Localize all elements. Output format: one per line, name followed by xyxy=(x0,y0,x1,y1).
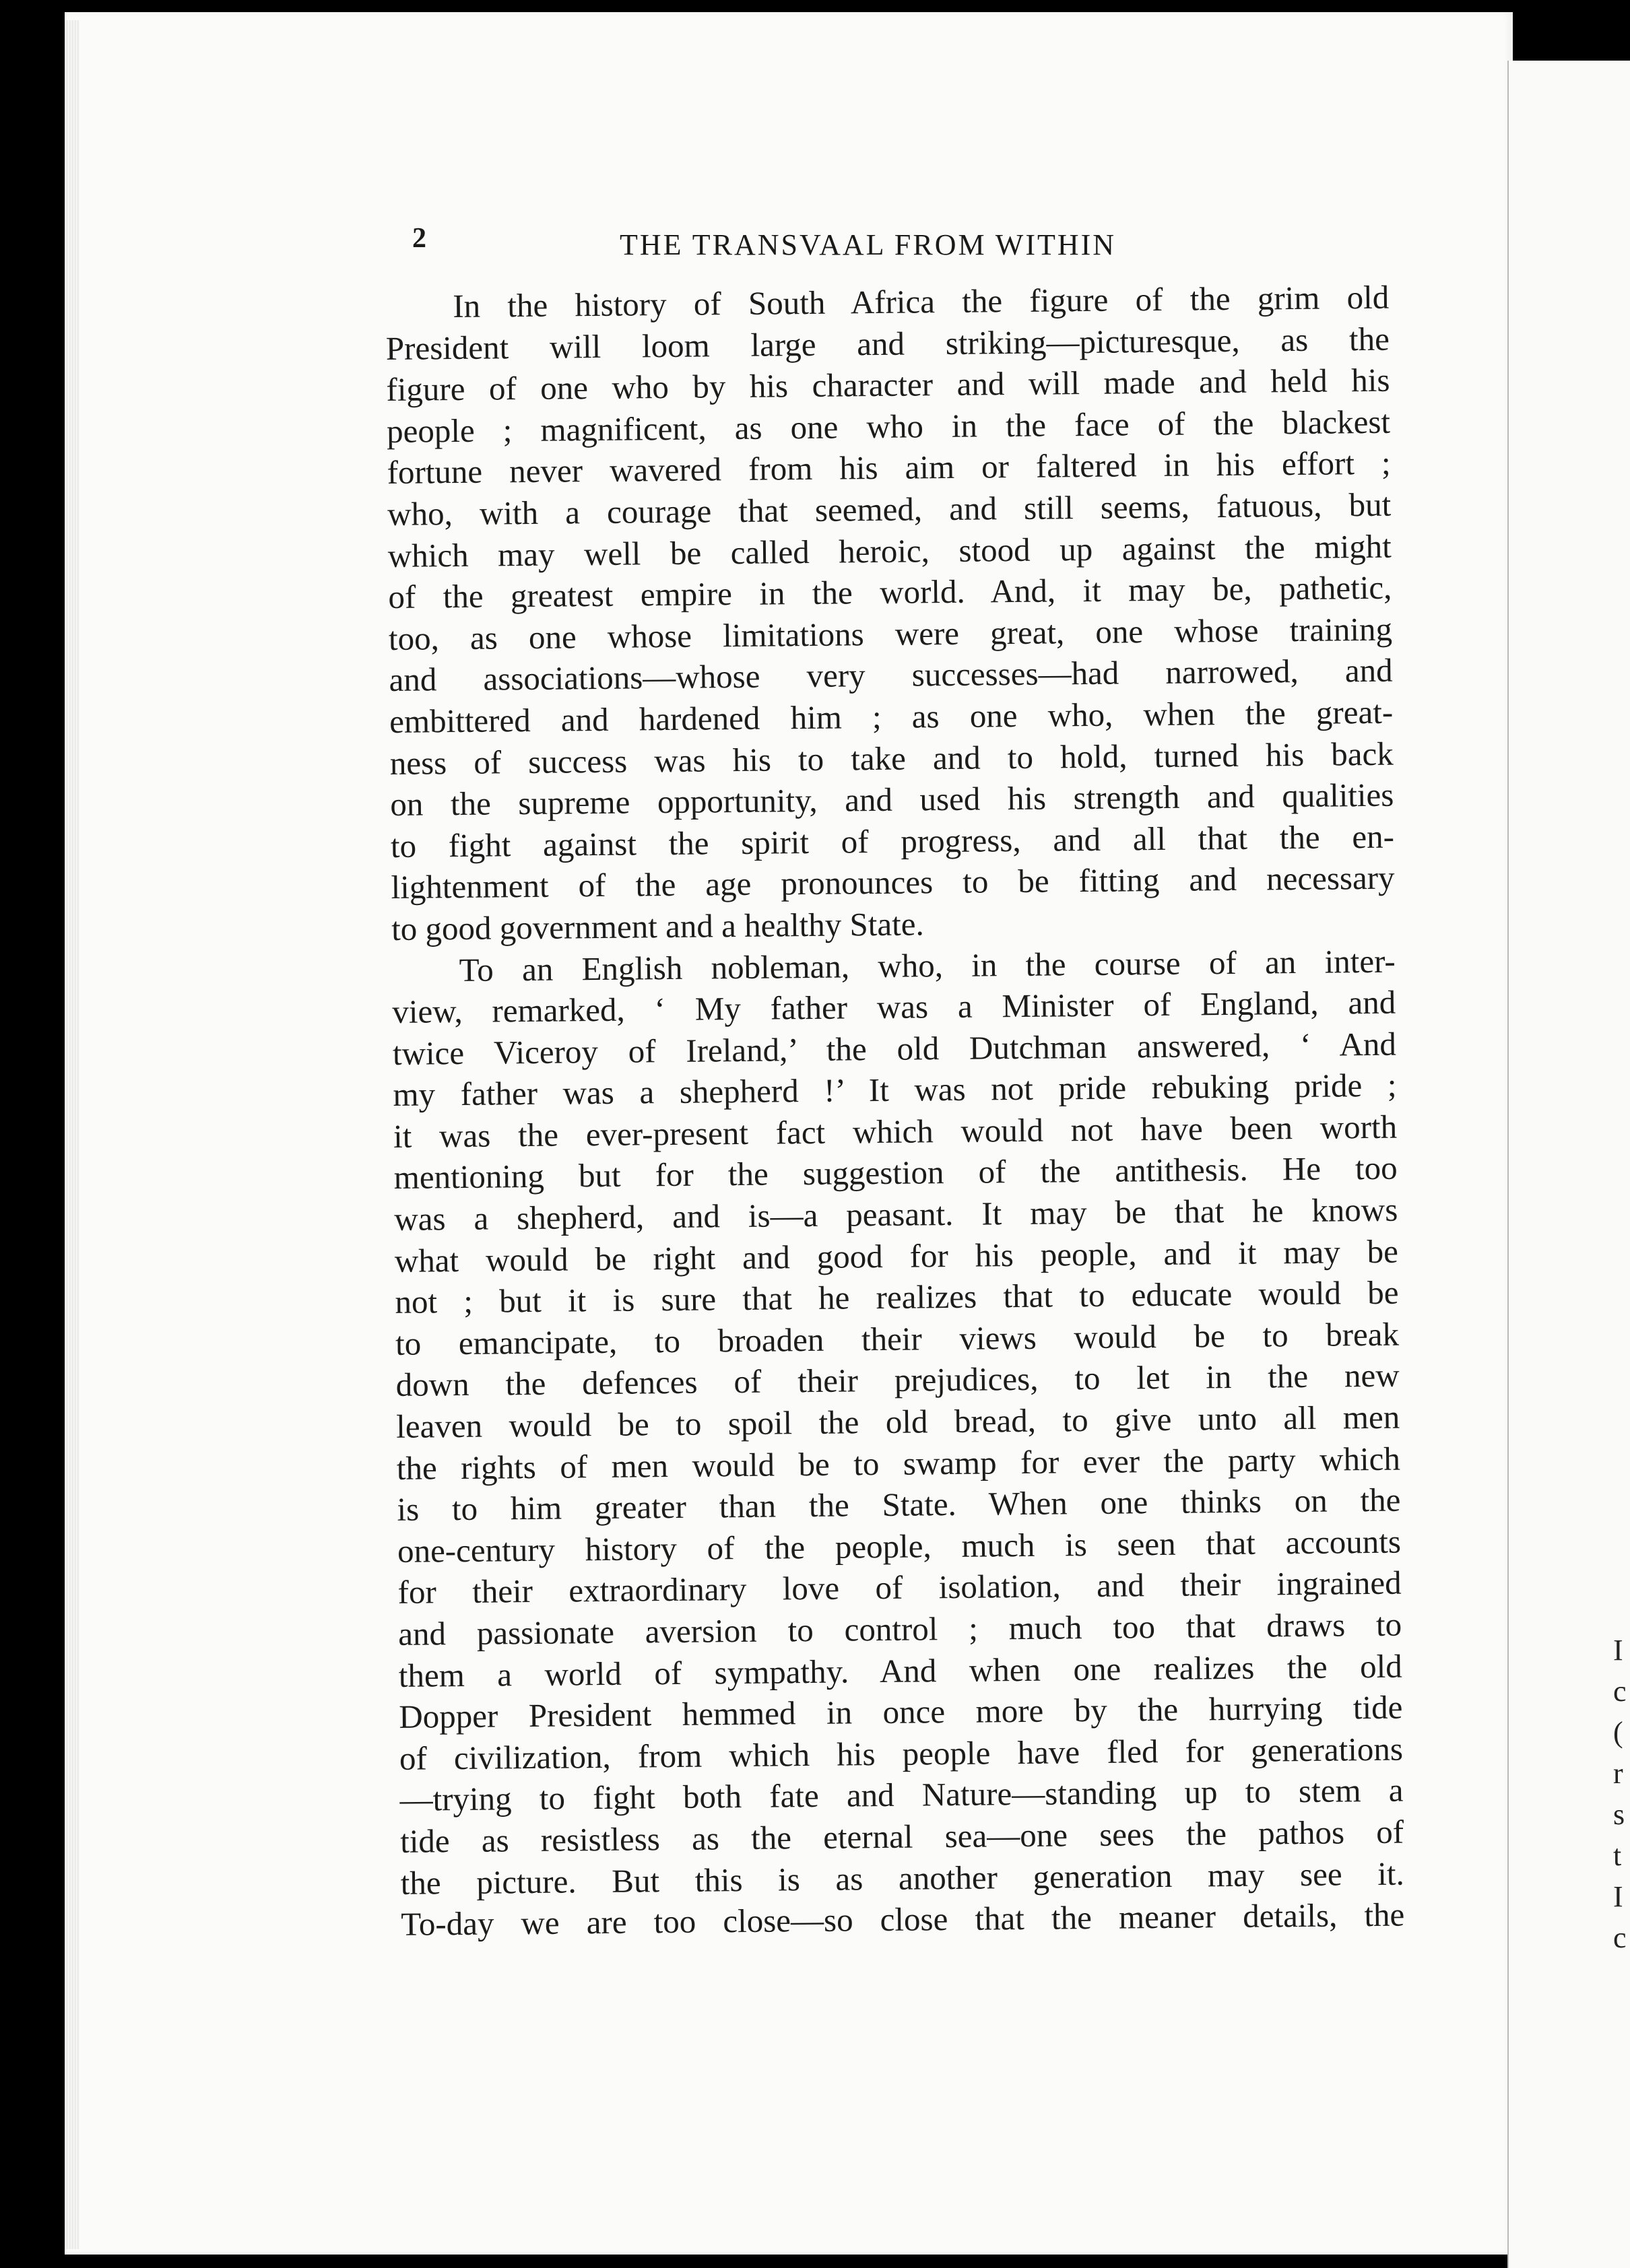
text-line: tide as resistless as the eternal sea—one sees the pathos of xyxy=(399,1813,1404,1860)
text-line: President will loom large and striking—picturesque, as the xyxy=(385,320,1390,367)
text-line: embittered and hardened him ; as one who, when the great- xyxy=(389,693,1394,740)
page-edge xyxy=(65,20,79,2249)
facing-page-glyph: s xyxy=(1613,1798,1625,1831)
text-line: To an English nobleman, who, in the course of an inter- xyxy=(459,942,1396,989)
text-line: figure of one who by his character and will made and held his xyxy=(386,361,1390,409)
paragraph xyxy=(385,277,1395,950)
text-line: for their extraordinary love of isolation, and their ingrained xyxy=(397,1564,1402,1611)
text-line: was a shepherd, and is—a peasant. It may be that he knows xyxy=(394,1191,1398,1238)
text-line: leaven would be to spoil the old bread, to give unto all men xyxy=(395,1398,1400,1445)
facing-page-glyph: I xyxy=(1613,1880,1623,1913)
facing-page-glyph: c xyxy=(1613,1675,1627,1708)
text-line: not ; but it is sure that he realizes that to educate would be xyxy=(395,1273,1399,1321)
text-line: is to him greater than the State. When one thinks on the xyxy=(397,1481,1401,1529)
text-line: view, remarked, ‘ My father was a Minister of England, and xyxy=(392,983,1396,1031)
facing-page-glyph: r xyxy=(1613,1757,1623,1790)
facing-page-glyph: t xyxy=(1613,1839,1622,1872)
text-line: to emancipate, to broaden their views would be to break xyxy=(395,1315,1400,1362)
running-head-title: THE TRANSVAAL FROM WITHIN xyxy=(620,228,1117,261)
text-line: on the supreme opportunity, and used his strength and qualities xyxy=(390,776,1394,824)
facing-page-glyph: c xyxy=(1613,1921,1627,1954)
paragraph xyxy=(391,940,1404,1945)
page-number: 2 xyxy=(412,223,426,254)
text-line: of the greatest empire in the world. And, it may be, pathetic, xyxy=(388,568,1392,616)
text-line: the rights of men would be to swamp for ever the party which xyxy=(396,1440,1401,1487)
text-line: down the defences of their prejudices, to let in the new xyxy=(395,1357,1400,1404)
text-line: my father was a shepherd !’ It was not pride rebuking pride ; xyxy=(393,1066,1397,1114)
text-line: what would be right and good for his people, and it may be xyxy=(394,1232,1399,1279)
text-line: of civilization, from which his people have fled for generations xyxy=(399,1730,1404,1777)
text-line: the picture. But this is as another generation may see it. xyxy=(400,1855,1404,1902)
text-line: —trying to fight both fate and Nature—standing up to stem a xyxy=(399,1771,1404,1819)
facing-page-glyph: I xyxy=(1613,1634,1623,1667)
text-line: mentioning but for the suggestion of the antithesis. He too xyxy=(393,1149,1398,1197)
facing-page-text-fragments xyxy=(1613,1630,1630,1958)
text-line: and associations—whose very successes—had narrowed, and xyxy=(389,652,1393,699)
text-line: Dopper President hemmed in once more by the hurrying tide xyxy=(399,1688,1403,1736)
text-line: lightenment of the age pronounces to be fitting and necessary xyxy=(391,859,1395,906)
text-line: them a world of sympathy. And when one realizes the old xyxy=(398,1647,1402,1694)
text-line: ness of success was his to take and to hold, turned his back xyxy=(389,735,1394,782)
body-text xyxy=(385,277,1405,1945)
text-line: and passionate aversion to control ; much too that draws to xyxy=(397,1605,1402,1653)
text-line: fortune never wavered from his aim or faltered in his effort ; xyxy=(387,444,1391,492)
text-line: to fight against the spirit of progress, and all that the en- xyxy=(390,818,1395,865)
text-line: people ; magnificent, as one who in the face of the blackest xyxy=(386,403,1391,450)
facing-page xyxy=(1509,61,1630,2268)
text-line: it was the ever-present fact which would not have been worth xyxy=(393,1108,1398,1155)
text-line: which may well be called heroic, stood up against the might xyxy=(387,527,1392,574)
text-line: To-day we are too close—so close that the meaner details, the xyxy=(401,1896,1405,1943)
text-line: one-century history of the people, much is seen that accounts xyxy=(397,1523,1402,1570)
facing-page-glyph: ( xyxy=(1613,1716,1623,1749)
text-line: who, with a courage that seemed, and still seems, fatuous, but xyxy=(387,486,1392,533)
text-line: In the history of South Africa the figure of the grim old xyxy=(453,278,1390,325)
text-line: too, as one whose limitations were great, one whose training xyxy=(388,610,1393,657)
text-line: to good government and a healthy State. xyxy=(391,905,924,947)
text-line: twice Viceroy of Ireland,’ the old Dutchman answered, ‘ And xyxy=(392,1025,1397,1072)
